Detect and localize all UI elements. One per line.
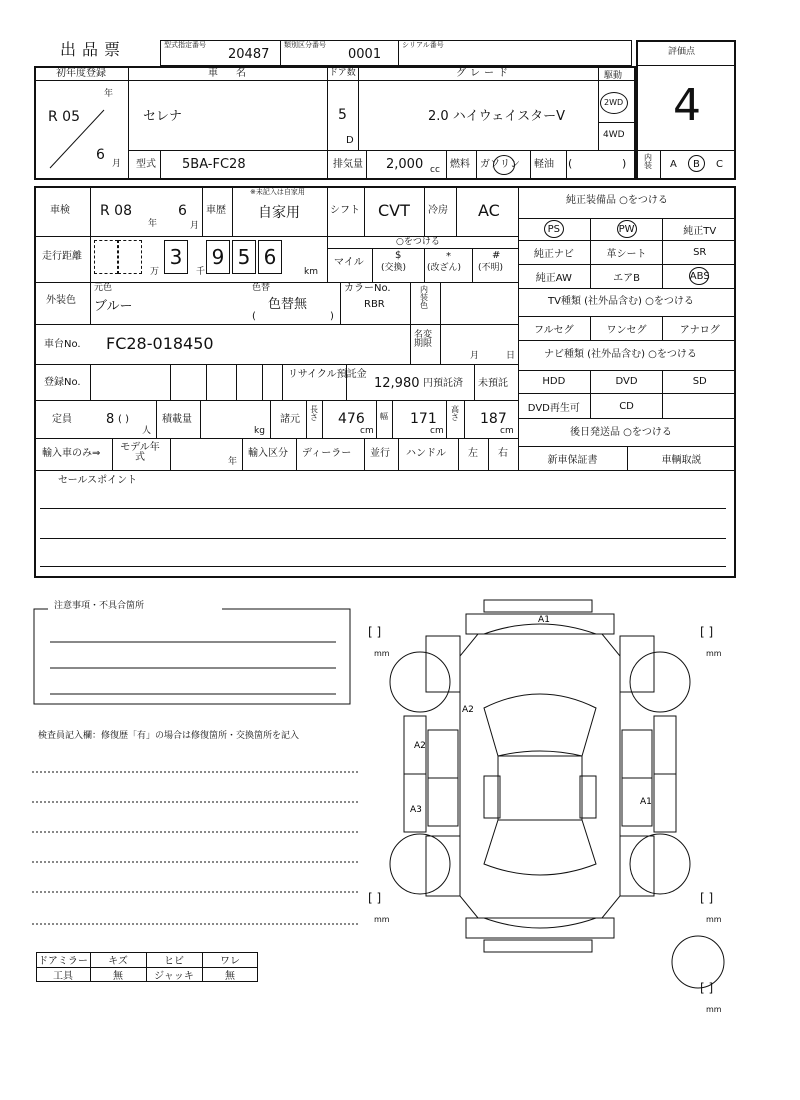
width-value: 171 [410,411,437,427]
car-name-label: 車 名 [208,68,250,79]
color-no-value: RBR [364,299,385,310]
exchange-option: (交換) [381,263,407,273]
shift-value: CVT [378,201,410,220]
inspection-era: R 08 [100,203,132,219]
equipment-ps: PS [518,218,591,241]
transfer-label: 名変期限 [414,330,433,349]
type-no-label: 型式指定番号 [164,41,206,49]
inspector-lines [30,760,364,932]
car-damage-diagram [360,596,760,1016]
import-type-label: 輸入区分 [248,448,288,459]
form-title: 出品票 [60,40,127,59]
first-reg-label: 初年度登録 [56,68,106,79]
registration-label: 登録No. [44,377,81,388]
navi-cd: CD [591,394,664,418]
inspection-label: 車検 [50,205,70,216]
odometer-digit: 6 [258,240,282,274]
later-title: 後日発送品 ○をつける [570,427,672,438]
doors-label: ドア数 [329,68,356,78]
navi-sd: SD [663,370,736,394]
notes-frame [32,601,354,708]
equipment-title: 純正装備品 ○をつける [566,195,668,206]
mark-windshield: A2 [462,705,474,715]
sales-point-label: セールスポイント [58,475,138,486]
drive-2wd-circle [600,92,628,114]
chassis-value: FC28-018450 [106,334,214,353]
model-value: 5BA-FC28 [182,157,246,172]
grade-name-value: 2.0 ハイウェイスターV [428,109,566,124]
grade-label: 評価点 [668,47,696,57]
mark-front: A1 [538,615,550,625]
equipment-sr: SR [663,241,736,264]
dealer-option: ディーラー [302,448,352,459]
grade-value: 4 [673,80,701,131]
front-bumper [484,600,592,612]
equipment-navi: 純正ナビ [518,241,591,264]
recycle-label: リサイクル預託金 [288,369,367,380]
notes-label: 注意事項・不具合箇所 [54,601,145,611]
mark-left-rear-door: A3 [410,805,422,815]
color-label: 外装色 [46,295,76,306]
category-no-label: 類別区分番号 [284,41,326,49]
equipment-pw-circle [617,220,637,238]
import-label: 輸入車のみ⇒ [42,448,101,459]
original-color: ブルー [94,299,133,314]
mark-left-front-door: A2 [414,741,426,751]
rear-bumper [484,940,592,952]
drive-4wd: 4WD [603,130,625,140]
history-note: ※未記入は自家用 [250,188,305,196]
mileage-mark-note: ○をつける [396,237,440,247]
tv-fullseg: フルセグ [518,316,591,340]
ac-value: AC [478,201,500,220]
later-item-manual: 車輌取説 [661,454,702,466]
equipment-ps-circle [544,220,564,238]
spare-tire [672,936,724,988]
tire-bracket-rr: [ ] [700,891,714,905]
recycle-amount: 12,980 [374,376,420,391]
length-value: 476 [338,411,365,427]
handle-right: 右 [498,448,508,459]
drive-2wd: 2WD [604,98,624,107]
tire-bracket-rl: [ ] [368,891,382,905]
ac-label: 冷房 [428,205,448,216]
equipment-airbag: エアB [591,265,664,288]
interior-b: B [693,159,700,170]
displacement-label: 排気量 [333,159,363,170]
tire-bracket-fl: [ ] [368,625,382,639]
odometer-digit [94,240,118,274]
interior-b-circle [688,155,705,172]
equipment-pw: PW [591,218,664,241]
fuel-diesel: 軽油 [534,159,554,170]
hood-arc [484,624,596,634]
shift-label: シフト [330,205,360,216]
navi-dvd: DVD [591,370,664,394]
navi-dvd-playback: DVD再生可 [518,394,591,418]
history-value: 自家用 [258,205,300,221]
history-label: 車歴 [206,205,226,216]
handle-label: ハンドル [406,448,446,459]
tamper-option: (改ざん) [427,263,462,273]
parallel-option: 並行 [370,448,390,459]
navi-title: ナビ種類 (社外品含む) ○をつける [544,349,697,360]
navi-hdd: HDD [518,370,591,394]
load-label: 積載量 [162,414,192,425]
tv-oneseg: ワンセグ [591,316,664,340]
interior-a: A [670,159,677,170]
model-year-label: モデル年式 [120,442,160,463]
capacity-value: 8 [106,412,115,427]
car-name-value: セレナ [143,109,183,124]
model-label: 型式 [136,159,156,170]
first-reg-era: R 05 [48,109,80,125]
odometer-digit: 9 [206,240,230,274]
recycle-unpaid: 未預託 [478,378,508,389]
fuel-gasoline-circle [493,155,515,175]
dims-label: 諸元 [280,414,300,425]
equipment-abs: ABS [689,270,710,282]
tire-bracket-fr: [ ] [700,625,714,639]
interior-label: 内装 [644,153,652,170]
capacity-label: 定員 [52,414,72,425]
grade-name-label: グレード [456,68,512,79]
inspector-label: 検査員記入欄：修復歴「有」の場合は修復箇所・交換箇所を記入 [38,731,300,741]
navi-blank [663,394,736,418]
mile-option: マイル [334,257,364,268]
type-no-value: 20487 [228,47,270,62]
odometer-digit: 3 [164,240,188,274]
interior-color-label: 内装色 [420,285,428,310]
equipment-abs-circle [689,267,709,285]
interior-c: C [716,159,723,170]
equipment-aw: 純正AW [518,265,591,288]
displacement-value: 2,000 [386,157,424,172]
unknown-option: (不明) [478,263,504,273]
mark-right-door: A1 [640,797,652,807]
serial-label: シリアル番号 [402,41,444,49]
first-reg-month: 6 [96,147,105,163]
repaint-value: 色替無 [268,297,308,312]
inspection-month: 6 [178,203,187,219]
equipment-tv: 純正TV [663,218,736,241]
odometer-digit [118,240,142,274]
color-no-label: カラーNo. [344,283,391,294]
fuel-gasoline: ガソリン [480,159,520,170]
tv-title: TV種類 (社外品含む) ○をつける [548,296,694,307]
later-item-warranty: 新車保証書 [547,454,598,466]
equipment-leather: 革シート [591,241,664,264]
fuel-label: 燃料 [450,159,470,170]
tv-analog: アナログ [679,324,720,336]
handle-left: 左 [468,448,478,459]
chassis-label: 車台No. [44,339,81,350]
odometer-digit: 5 [232,240,256,274]
category-no-value: 0001 [348,47,382,62]
drive-label: 駆動 [604,71,623,81]
mileage-label: 走行距離 [42,251,82,262]
doors-value: 5 [338,107,347,123]
tire-bracket-spare: [ ] [700,981,714,995]
height-value: 187 [480,411,507,427]
